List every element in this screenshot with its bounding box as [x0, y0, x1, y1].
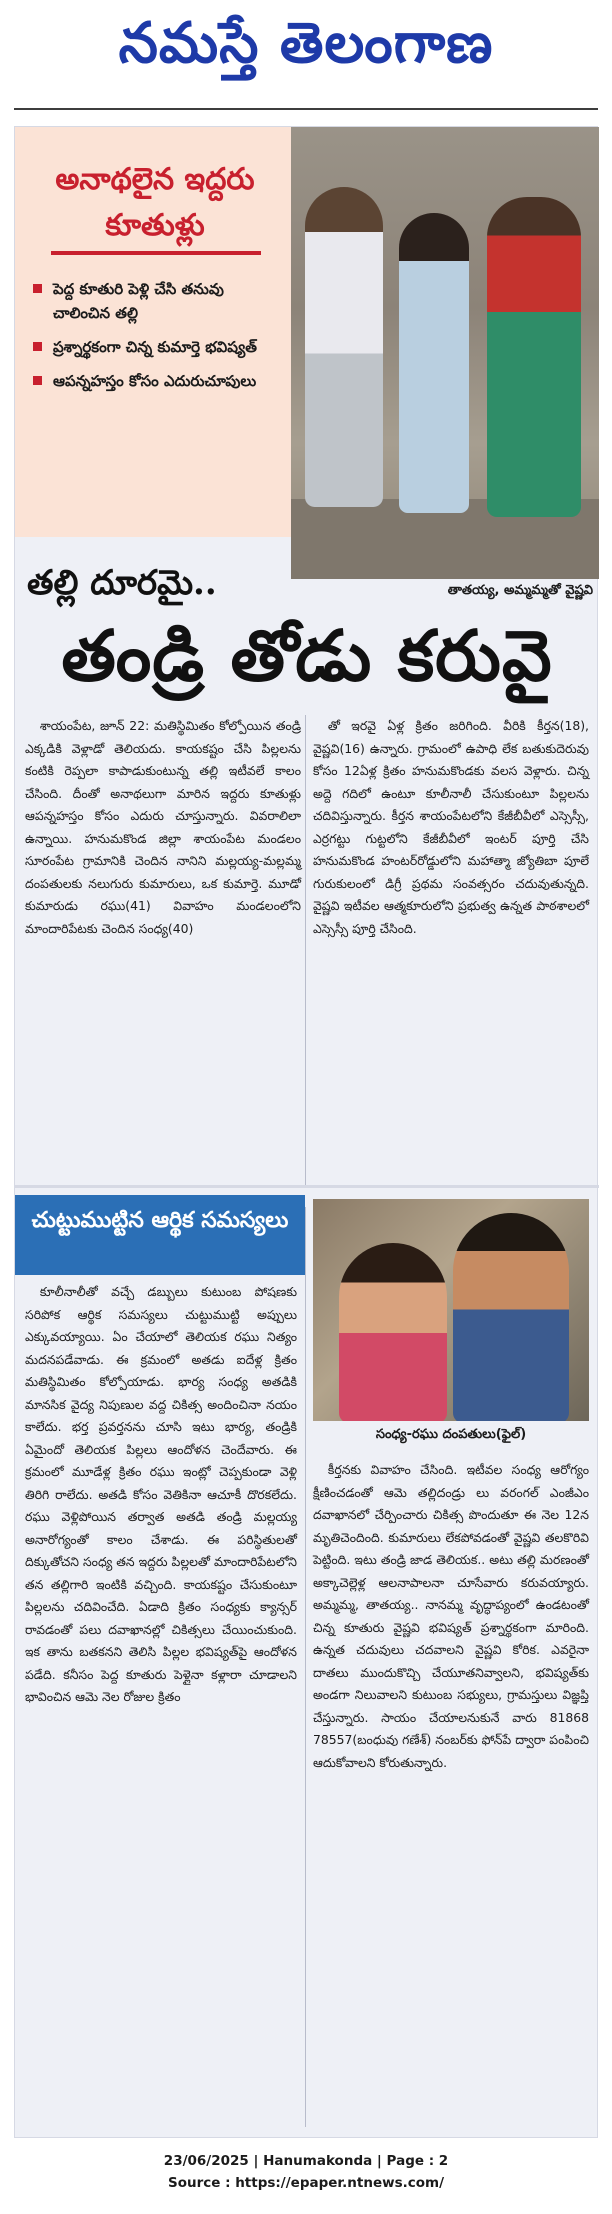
bullet-item	[33, 277, 281, 325]
kicker-title: అనాథలైన ఇద్దరు కూతుళ్లు	[55, 162, 255, 243]
newspaper-title: నమస్తే తెలంగాణ	[118, 10, 494, 76]
photo-figure-grandmother	[487, 197, 581, 517]
section-divider	[15, 1185, 599, 1188]
masthead-rule	[14, 108, 598, 110]
couple-photo	[313, 1199, 589, 1421]
bullet-item	[33, 335, 281, 359]
body-paragraph: తో ఇరవై ఏళ్ల క్రితం జరిగింది. వీరికి కీర్తన(18), వైష్ణవి(16) ఉన్నారు. గ్రామంలో ఉపాధి లేక బతుకుదెరువు కోసం 12ఏళ్ల క్రితం హనుమకొండకు వలస వెళ్లారు. చిన్న అద్దె గదిలో ఉంటూ కూలీనాలీ చేసుకుంటూ పిల్లలను చదివిస్తున్నారు. కీర్తన శాయంపేటలోని కేజీబీవీలో ఎస్సెస్సీ, ఎర్రగట్టు గుట్టలోని కేజీబీవీలో ఇంటర్ పూర్తి చేసి హనుమకొండ హంటర్‌రోడ్డులోని మహాత్మా జ్యోతిబా పూలే గురుకులంలో డిగ్రీ ప్రథమ సంవత్సరం చదువుతున్నది. వైష్ణవి ఇటీవల ఆత్మకూరులోని ప్రభుత్వ ఉన్నత పాఠశాలలో ఎస్సెస్సీ పూర్తి చేసింది.	[313, 718, 589, 936]
kicker-underline	[51, 251, 261, 255]
body-paragraph: కూలీనాలీతో వచ్చే డబ్బులు కుటుంబ పోషణకు సరిపోక ఆర్థిక సమస్యలు చుట్టుముట్టి అప్పులు ఎక్కువయ్యాయి. ఏం చేయాలో తెలియక రఘు నిత్యం మదనపడేవాడు. ఈ క్రమంలో అతడు ఐదేళ్ల క్రితం మతిస్థిమితం కోల్పోయాడు. భార్య సంధ్య అతడికి మానసిక వైద్య నిపుణుల వద్ద చికిత్స అందించినా నయం కాలేదు. భర్త ప్రవర్తనను చూసి ఇటు భార్య, తండ్రికి ఏమైందో తెలియక పిల్లలు ఆందోళన చెందేవారు. ఈ క్రమంలో మూడేళ్ల క్రితం రఘు ఇంట్లో చెప్పకుండా వెళ్లి తిరిగి రాలేదు. అతడి కోసం వెతికినా ఆచూకీ దొరకలేదు. రఘు వెళ్లిపోయిన తర్వాత అతడి తండ్రి మల్లయ్య అనారోగ్యంతో కాలం చేశాడు. ఈ పరిస్థితులతో దిక్కుతోచని సంధ్య తన ఇద్దరు పిల్లలతో మాందారిపేటలోని తన తల్లిగారి ఇంటికి వచ్చింది. కాయకష్టం చేసుకుంటూ పిల్లలను చదివించేది. ఏడాది క్రితం సంధ్యకు క్యాన్సర్ రావడంతో పలు దవాఖానల్లో చికిత్సలు చేయించుకుంది. ఇక తాను బతకనని తెలిసి పిల్లల భవిష్యత్‌పై ఆందోళన పడేది. కనీసం పెద్ద కూతురు పెళ్లైనా కళ్లారా చూడాలని భావించిన ఆమె నెల రోజుల క్రితం	[25, 1284, 297, 1704]
body-paragraph: కీర్తనకు వివాహం చేసింది. ఇటీవల సంధ్య ఆరోగ్యం క్షీణించడంతో ఆమె తల్లిదండ్రు లు వరంగల్ ఎంజీఎం దవాఖానలో చేర్పించారు చికిత్స పొందుతూ ఈ నెల 12న మృతిచెందింది. కుమారులు లేకపోవడంతో వైష్ణవి తలకొరివి పెట్టింది. ఇటు తండ్రి జాడ తెలియక.. అటు తల్లి మరణంతో అక్కాచెల్లెళ్ల ఆలనాపాలనా చూసేవారు కరువయ్యారు. అమ్మమ్మ, తాతయ్య.. నానమ్మ వృద్ధాప్యంలో ఉండటంతో చిన్న కూతురు వైష్ణవి భవిష్యత్ ప్రశ్నార్థకంగా మారింది. ఉన్నత చదువులు చదవాలని వైష్ణవి కోరిక. ఎవరైనా దాతలు ముందుకొచ్చి చేయూతనివ్వాలని, భవిష్యత్‌కు అండగా నిలువాలని కుటుంబ సభ్యులు, గ్రామస్తులు విజ్ఞప్తి చేస్తున్నారు. సాయం చేయాలనుకునే వారు 81868 78557(బంధువు గణేశ్) నంబర్‌కు ఫోన్‌పే ద్వారా పంపించి ఆదుకోవాలని కోరుతున్నారు.	[313, 1462, 589, 1770]
epaper-footer	[0, 2150, 612, 2194]
bullet-square-icon	[33, 376, 42, 385]
column-divider	[305, 715, 306, 1185]
body-column-3	[25, 1281, 297, 1709]
family-photo	[291, 127, 599, 579]
bullet-text: ప్రశ్నార్థకంగా చిన్న కుమార్తె భవిష్యత్	[53, 338, 257, 356]
couple-photo-caption: సంధ్య-రఘు దంపతులు(ఫైల్)	[375, 1427, 527, 1442]
bullet-text: ఆపన్నహస్తం కోసం ఎదురుచూపులు	[53, 372, 257, 390]
photo-figure-husband	[453, 1213, 569, 1421]
body-column-4	[313, 1459, 589, 1774]
main-headline: తండ్రి తోడు కరువై	[61, 614, 553, 697]
photo-figure-grandfather	[305, 187, 383, 507]
box-heading	[15, 1195, 305, 1275]
bullet-square-icon	[33, 284, 42, 293]
photo-figure-wife	[339, 1243, 447, 1421]
highlight-bullets	[33, 277, 281, 403]
bullet-item	[33, 369, 281, 393]
footer-date-edition: 23/06/2025 | Hanumakonda | Page : 2	[163, 2153, 449, 2169]
column-divider	[305, 1207, 306, 2127]
masthead	[0, 0, 612, 112]
kicker-box	[15, 127, 291, 537]
box-heading-text: చుట్టుముట్టిన ఆర్థిక సమస్యలు	[31, 1207, 289, 1233]
body-paragraph: శాయంపేట, జూన్ 22: మతిస్థిమితం కోల్పోయిన తండ్రి ఎక్కడికి వెళ్లాడో తెలియదు. కాయకష్టం చేసి పిల్లలను కంటికి రెప్పలా కాపాడుకుంటున్న తల్లి ఇటీవలే కాలం చేసింది. దీంతో అనాథలుగా మారిన ఇద్దరు కూతుళ్లు ఆపన్నహస్తం కోసం ఎదురు చూస్తున్నారు. వివరాలిలా ఉన్నాయి. హనుమకొండ జిల్లా శాయంపేట మండలం సూరంపేట గ్రామానికి చెందిన నానిని మల్లయ్య-మల్లమ్మ దంపతులకు నలుగురు కుమారులు, ఒక కుమార్తె. మూడో కుమారుడు రఘు(41) వివాహం మండలంలోని మాందారిపేటకు చెందిన సంధ్య(40)	[25, 718, 301, 936]
body-column-2	[313, 715, 589, 940]
sub-headline: తల్లి దూరమై..	[27, 563, 217, 603]
family-photo-caption: తాతయ్య, అమ్మమ్మతో వైష్ణవి	[447, 583, 593, 598]
news-article	[14, 126, 598, 2138]
body-column-1	[25, 715, 301, 940]
photo-figure-girl	[399, 213, 469, 513]
bullet-square-icon	[33, 342, 42, 351]
bullet-text: పెద్ద కూతురి పెళ్లి చేసి తనువు చాలించిన తల్లి	[53, 280, 224, 322]
footer-source-link[interactable]: Source : https://epaper.ntnews.com/	[167, 2175, 445, 2191]
